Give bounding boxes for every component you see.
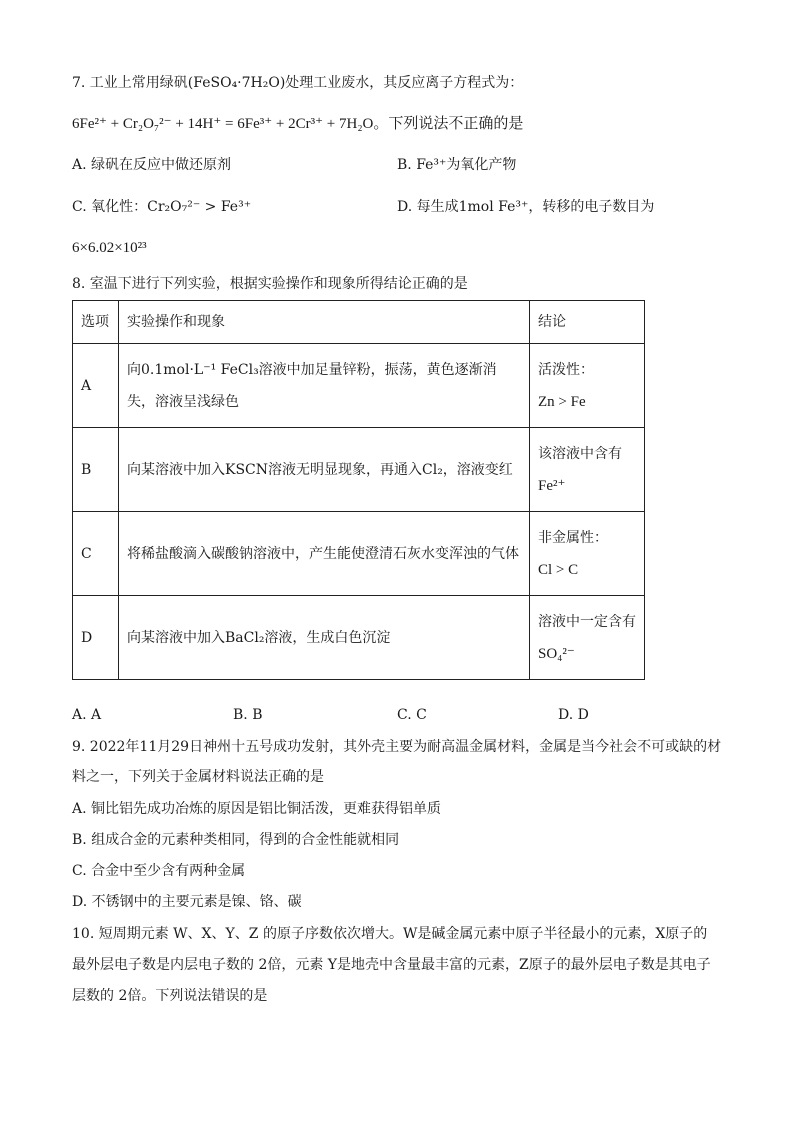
row-option: D [73,596,119,680]
row-conclusion [530,344,645,428]
row-conclusion-line-1: 该溶液中含有 [538,445,622,462]
row-conclusion [530,596,645,680]
table-row [73,512,645,596]
q7-option-d: D. 每生成1mol Fe³⁺，转移的电子数目为 [397,199,655,215]
header-option: 选项 [73,301,119,344]
q8-option-d: D. D [558,707,589,723]
row-operation: 将稀盐酸滴入碳酸钠溶液中，产生能使澄清石灰水变浑浊的气体 [119,512,530,596]
header-conclusion: 结论 [530,301,645,344]
q9-stem-line-2: 料之一，下列关于金属材料说法正确的是 [72,769,324,785]
q8-option-b: B. B [233,707,263,723]
q9-option-a: A. 铜比铝先成功冶炼的原因是铝比铜活泼，更难获得铝单质 [72,801,442,817]
q7-option-b: B. Fe³⁺为氧化产物 [397,157,517,173]
row-conclusion-line-1: 非金属性： [538,529,608,546]
row-operation: 向0.1mol·L⁻¹ FeCl₃溶液中加足量锌粉，振荡，黄色逐渐消失，溶液呈浅绿色 [119,344,530,428]
q9-stem-line-1: 9. 2022年11月29日神州十五号成功发射，其外壳主要为耐高温金属材料，金属是当今社会不可或缺的材 [72,739,722,755]
row-conclusion-line-2: Cl > C [538,561,579,578]
q9-option-d: D. 不锈钢中的主要元素是镍、铬、碳 [72,894,302,910]
q7-stem: 7. 工业上常用绿矾(FeSO₄·7H₂O)处理工业废水，其反应离子方程式为： [72,75,524,91]
table-row [73,428,645,512]
row-operation: 向某溶液中加入BaCl₂溶液，生成白色沉淀 [119,596,530,680]
row-conclusion-line-2: Zn > Fe [538,393,586,410]
q8-option-a: A. A [72,707,102,723]
experiment-table [72,300,645,680]
row-option: C [73,512,119,596]
row-option: A [73,344,119,428]
q10-stem-line-2: 最外层电子数是内层电子数的 2倍，元素 Y是地壳中含量最丰富的元素，Z原子的最外层电子数是其电子 [72,957,711,973]
q10-stem-line-3: 层数的 2倍。下列说法错误的是 [72,988,268,1004]
row-conclusion [530,428,645,512]
q7-option-c: C. 氧化性：Cr₂O₇²⁻ > Fe³⁺ [72,199,252,215]
q7-equation: 6Fe²⁺ + Cr₂O₇²⁻ + 14H⁺ = 6Fe³⁺ + 2Cr³⁺ + 7H₂O。下列说法不正确的是 [72,116,524,132]
row-conclusion-line-2: Fe²⁺ [538,477,566,494]
row-operation: 向某溶液中加入KSCN溶液无明显现象，再通入Cl₂，溶液变红 [119,428,530,512]
q10-stem-line-1: 10. 短周期元素 W、X、Y、Z 的原子序数依次增大。W是碱金属元素中原子半径最小的元素，X原子的 [72,926,708,942]
row-conclusion-line-2: SO₄²⁻ [538,645,575,662]
q9-option-c: C. 合金中至少含有两种金属 [72,863,246,879]
table-row [73,344,645,428]
table-row [73,596,645,680]
q9-option-b: B. 组成合金的元素种类相同，得到的合金性能就相同 [72,832,400,848]
q7-option-d-continued: 6×6.02×10²³ [72,240,147,256]
q8-option-c: C. C [397,707,427,723]
row-conclusion [530,512,645,596]
q8-stem: 8. 室温下进行下列实验，根据实验操作和现象所得结论正确的是 [72,276,468,292]
row-conclusion-line-1: 溶液中一定含有 [538,613,636,630]
header-operation: 实验操作和现象 [119,301,530,344]
row-conclusion-line-1: 活泼性： [538,361,594,378]
q7-option-a: A. 绿矾在反应中做还原剂 [72,157,232,173]
row-option: B [73,428,119,512]
table-header-row [73,301,645,344]
